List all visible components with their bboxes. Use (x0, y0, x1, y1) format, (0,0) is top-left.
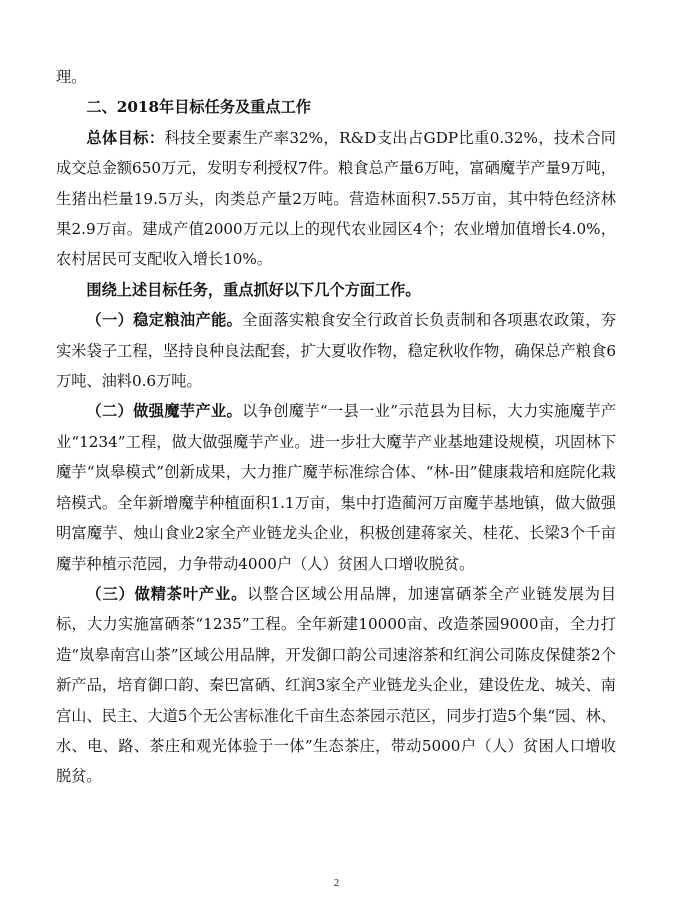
paragraph-konjac (56, 396, 616, 578)
paragraph-text: 科技全要素生产率32%，R&D支出占GDP比重0.32%，技术合同成交总金额650万元，发明专利授权7件。粮食总产量6万吨，富硒魔芋产量9万吨，生猪出栏量19.5万头，肉类总产量2万吨。营造林面积7.55万亩，其中特色经济林果2.9万亩。建成产值2000万元以上的现代农业园区4个；农业增加值增长4.0%，农村居民可支配收入增长10%。 (56, 128, 616, 269)
paragraph-text: 以整合区域公用品牌，加速富硒茶全产业链发展为目标，大力实施富硒茶“1235”工程。全年新建10000亩、改造茶园9000亩，全力打造“岚皋南宫山茶”区域公用品牌，开发御口韵公司速溶茶和红润公司陈皮保健茶2个新产品，培育御口韵、秦巴富硒、红润3家全产业链龙头企业，建设佐龙、城关、南宫山、民主、大道5个无公害标准化千亩生态茶园示范区，同步打造5个集“园、林、水、电、路、茶庄和观光体验于一体”生态茶庄，带动5000户（人）贫困人口增收脱贫。 (56, 584, 617, 786)
paragraph-lead: 围绕上述目标任务，重点抓好以下几个方面工作。 (86, 280, 421, 299)
page-number: 2 (333, 877, 340, 889)
paragraph-lead: 总体目标： (86, 128, 165, 147)
paragraph-tea (56, 579, 616, 792)
section-heading: 二、2018年目标任务及重点工作 (86, 98, 311, 117)
paragraph-text: 以争创魔芋“一县一业”示范县为目标，大力实施魔芋产业“1234”工程，做大做强魔芋产业。进一步壮大魔芋产业基地建设规模，巩固林下魔芋“岚皋模式”创新成果，大力推广魔芋标准综合体、“林-田”健康栽培和庭院化栽培模式。全年新增魔芋种植面积1.1万亩，集中打造蔺河万亩魔芋基地镇，做大做强明富魔芋、烛山食业2家全产业链龙头企业，积极创建蒋家关、桂花、长梁3个千亩魔芋种植示范园，力争带动4000户（人）贫困人口增收脱贫。 (56, 402, 617, 573)
paragraph-overall-goals (56, 123, 616, 275)
paragraph-lead: （二）做强魔芋产业。 (86, 402, 243, 421)
continuation-line: 理。 (56, 68, 87, 86)
document-body (56, 62, 616, 792)
paragraph-text: 全面落实粮食安全行政首长负责制和各项惠农政策，夯实米袋子工程，坚持良种良法配套，扩大夏收作物，稳定秋收作物，确保总产粮食6万吨、油料0.6万吨。 (56, 311, 617, 391)
paragraph-work-intro (56, 275, 616, 305)
paragraph-grain-oil (56, 305, 616, 396)
paragraph-lead: （三）做精茶叶产业。 (86, 584, 248, 603)
paragraph-lead: （一）稳定粮油产能。 (86, 311, 243, 330)
